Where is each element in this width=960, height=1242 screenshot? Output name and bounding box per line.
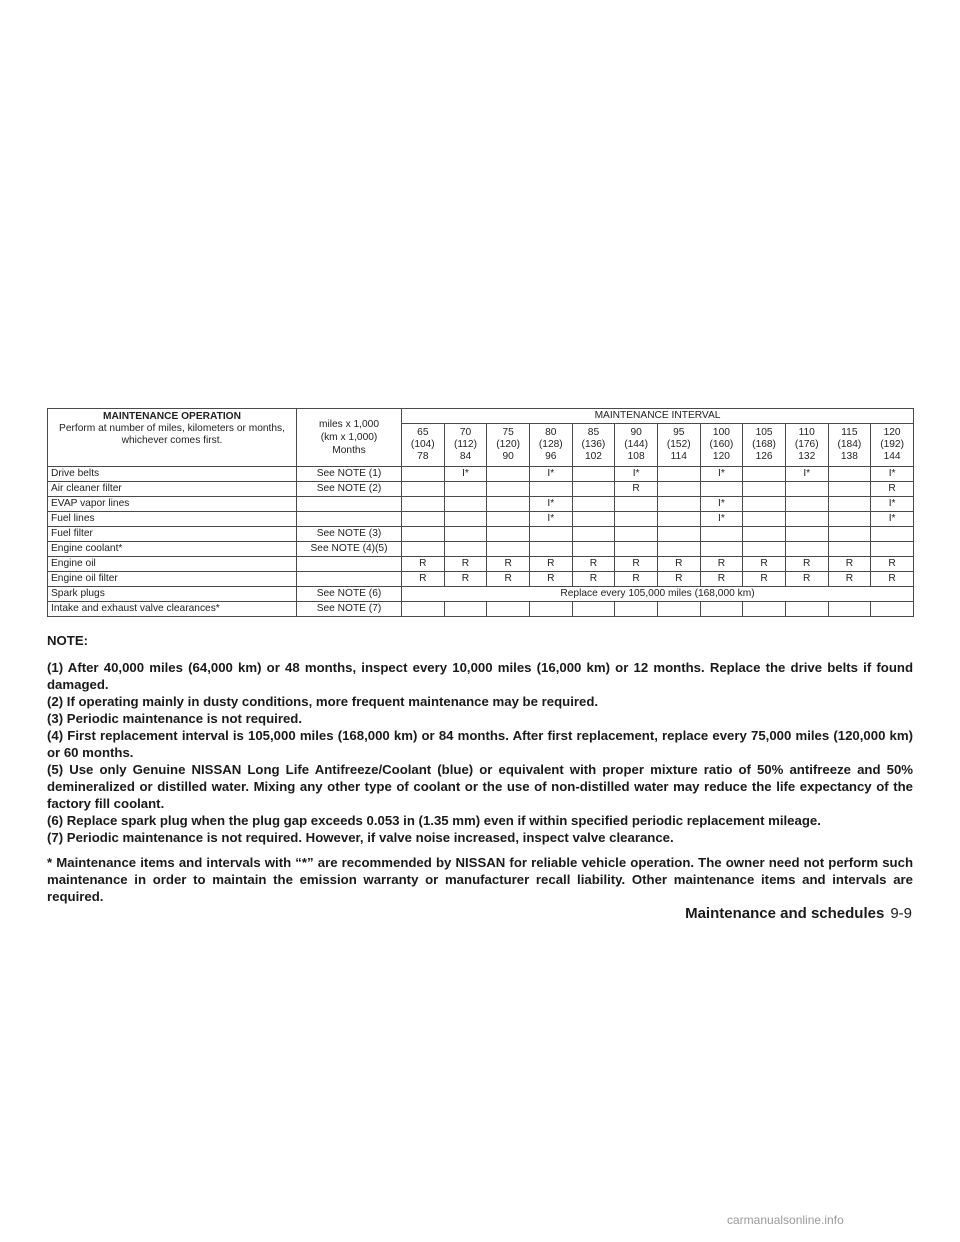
interval-value-cell: I* bbox=[529, 497, 572, 512]
interval-value-cell bbox=[785, 527, 828, 542]
interval-value-cell bbox=[572, 512, 615, 527]
interval-value-cell: R bbox=[572, 572, 615, 587]
interval-km: (144) bbox=[624, 439, 648, 450]
unit-months: Months bbox=[332, 445, 366, 456]
interval-km: (184) bbox=[837, 439, 862, 450]
interval-value-cell bbox=[657, 602, 700, 617]
interval-value-cell: I* bbox=[700, 512, 743, 527]
interval-value-cell: R bbox=[828, 557, 871, 572]
interval-value-cell bbox=[785, 602, 828, 617]
watermark-text: carmanualsonline.info bbox=[727, 1213, 844, 1227]
note-reference bbox=[297, 557, 402, 572]
note-reference bbox=[297, 512, 402, 527]
operation-header bbox=[48, 409, 297, 467]
interval-value-cell bbox=[487, 497, 530, 512]
notes-heading: NOTE: bbox=[47, 633, 89, 648]
interval-miles: 115 bbox=[841, 427, 858, 438]
interval-value-cell bbox=[743, 602, 786, 617]
interval-cell bbox=[700, 424, 743, 467]
interval-value-cell: R bbox=[785, 572, 828, 587]
interval-value-cell: I* bbox=[615, 467, 658, 482]
interval-value-cell bbox=[657, 527, 700, 542]
interval-months: 96 bbox=[545, 451, 557, 462]
interval-value-cell: R bbox=[402, 557, 445, 572]
interval-value-cell bbox=[785, 497, 828, 512]
maintenance-item: Engine coolant* bbox=[48, 542, 297, 557]
interval-value-cell: I* bbox=[700, 497, 743, 512]
interval-value-cell bbox=[743, 542, 786, 557]
interval-value-cell bbox=[529, 527, 572, 542]
interval-value-cell bbox=[444, 542, 487, 557]
interval-value-cell bbox=[700, 542, 743, 557]
interval-value-cell: R bbox=[828, 572, 871, 587]
note-reference: See NOTE (4)(5) bbox=[297, 542, 402, 557]
interval-cell bbox=[743, 424, 786, 467]
interval-value-cell: R bbox=[529, 572, 572, 587]
interval-miles: 70 bbox=[459, 427, 472, 438]
interval-value-cell bbox=[444, 482, 487, 497]
interval-value-cell bbox=[615, 527, 658, 542]
interval-value-cell bbox=[785, 482, 828, 497]
interval-value-cell: R bbox=[743, 557, 786, 572]
interval-miles: 100 bbox=[712, 427, 730, 438]
interval-value-cell bbox=[657, 512, 700, 527]
note-4: (4) First replacement interval is 105,000 miles (168,000 km) or 84 months. After first replacement, replace every 75,000 miles (120,000 km) or 60 months. bbox=[47, 728, 913, 760]
interval-value-cell: R bbox=[700, 572, 743, 587]
interval-cell bbox=[444, 424, 487, 467]
interval-miles: 120 bbox=[883, 427, 901, 438]
interval-value-cell bbox=[572, 527, 615, 542]
interval-value-cell: I* bbox=[529, 467, 572, 482]
interval-value-cell bbox=[402, 542, 445, 557]
interval-value-cell: I* bbox=[444, 467, 487, 482]
note-5: (5) Use only Genuine NISSAN Long Life Antifreeze/Coolant (blue) or equivalent with proper mixture ratio of 50% antifreeze and 50% demineralized or distilled water. Mixing any other type of coolant or the use of non-distilled water may reduce the life expectancy of the factory fill coolant. bbox=[47, 762, 913, 811]
table-row bbox=[48, 542, 914, 557]
note-reference bbox=[297, 572, 402, 587]
note-reference: See NOTE (6) bbox=[297, 587, 402, 602]
interval-miles: 65 bbox=[417, 427, 429, 438]
interval-value-cell bbox=[828, 542, 871, 557]
interval-cell bbox=[785, 424, 828, 467]
maintenance-schedule-table-wrap bbox=[47, 408, 913, 617]
note-reference: See NOTE (1) bbox=[297, 467, 402, 482]
notes-section bbox=[47, 632, 913, 905]
interval-value-cell bbox=[657, 482, 700, 497]
interval-value-cell bbox=[444, 497, 487, 512]
interval-value-cell: R bbox=[487, 572, 530, 587]
interval-value-cell: R bbox=[615, 572, 658, 587]
interval-value-cell bbox=[700, 602, 743, 617]
maintenance-item: Intake and exhaust valve clearances* bbox=[48, 602, 297, 617]
maintenance-item: Drive belts bbox=[48, 467, 297, 482]
interval-value-cell bbox=[615, 602, 658, 617]
unit-miles: miles x 1,000 bbox=[318, 419, 380, 430]
interval-value-cell bbox=[657, 497, 700, 512]
interval-value-cell bbox=[444, 512, 487, 527]
interval-value-cell bbox=[615, 512, 658, 527]
interval-value-cell bbox=[828, 512, 871, 527]
interval-cell bbox=[657, 424, 700, 467]
operation-title: MAINTENANCE OPERATION bbox=[103, 411, 241, 422]
interval-months: 108 bbox=[627, 451, 645, 462]
interval-value-cell bbox=[487, 527, 530, 542]
page-footer bbox=[685, 905, 912, 922]
maintenance-item: Spark plugs bbox=[48, 587, 297, 602]
interval-value-cell: I* bbox=[700, 467, 743, 482]
interval-value-cell bbox=[572, 497, 615, 512]
interval-months: 114 bbox=[670, 451, 687, 462]
interval-value-cell: R bbox=[615, 482, 658, 497]
interval-value-cell: R bbox=[871, 557, 914, 572]
interval-value-cell: R bbox=[700, 557, 743, 572]
interval-value-cell: R bbox=[743, 572, 786, 587]
interval-value-cell bbox=[828, 482, 871, 497]
table-row bbox=[48, 572, 914, 587]
interval-value-cell bbox=[402, 602, 445, 617]
interval-value-cell: R bbox=[657, 557, 700, 572]
interval-months: 78 bbox=[417, 451, 429, 462]
interval-value-cell bbox=[828, 527, 871, 542]
interval-value-cell bbox=[529, 542, 572, 557]
asterisk-footnote: * Maintenance items and intervals with “*” are recommended by NISSAN for reliable vehicle operation. The owner need not perform such maintenance in order to maintain the emission warranty or manufacturer recall liability. Other maintenance items and intervals are required. bbox=[47, 855, 913, 904]
interval-value-cell: R bbox=[871, 482, 914, 497]
interval-km: (176) bbox=[794, 439, 819, 450]
interval-value-cell: R bbox=[444, 557, 487, 572]
interval-value-cell bbox=[615, 542, 658, 557]
interval-value-cell bbox=[700, 482, 743, 497]
note-3: (3) Periodic maintenance is not required. bbox=[47, 711, 303, 726]
maintenance-item: EVAP vapor lines bbox=[48, 497, 297, 512]
interval-value-cell bbox=[657, 467, 700, 482]
interval-value-cell: R bbox=[487, 557, 530, 572]
interval-value-cell bbox=[657, 542, 700, 557]
interval-value-cell bbox=[785, 542, 828, 557]
interval-value-cell: I* bbox=[785, 467, 828, 482]
interval-value-cell bbox=[572, 482, 615, 497]
table-row bbox=[48, 602, 914, 617]
interval-km: (192) bbox=[880, 439, 904, 450]
interval-value-cell bbox=[572, 467, 615, 482]
note-2: (2) If operating mainly in dusty conditions, more frequent maintenance may be required. bbox=[47, 694, 599, 709]
table-row bbox=[48, 482, 914, 497]
interval-value-cell bbox=[828, 602, 871, 617]
note-reference: See NOTE (7) bbox=[297, 602, 402, 617]
maintenance-item: Engine oil bbox=[48, 557, 297, 572]
interval-cell bbox=[572, 424, 615, 467]
interval-value-cell bbox=[743, 497, 786, 512]
footer-section-title: Maintenance and schedules bbox=[685, 905, 885, 922]
interval-months: 84 bbox=[459, 451, 472, 462]
note-1: (1) After 40,000 miles (64,000 km) or 48 months, inspect every 10,000 miles (16,000 km) or 12 months. Replace the drive belts if found damaged. bbox=[47, 660, 913, 692]
maintenance-interval-header: MAINTENANCE INTERVAL bbox=[402, 409, 914, 424]
interval-miles: 95 bbox=[673, 427, 685, 438]
interval-value-cell bbox=[487, 512, 530, 527]
interval-miles: 75 bbox=[502, 427, 514, 438]
interval-cell bbox=[615, 424, 658, 467]
maintenance-item: Fuel lines bbox=[48, 512, 297, 527]
interval-miles: 110 bbox=[798, 427, 815, 438]
interval-value-cell bbox=[402, 497, 445, 512]
interval-value-cell bbox=[572, 602, 615, 617]
replacement-interval-text: Replace every 105,000 miles (168,000 km) bbox=[402, 587, 914, 602]
interval-km: (152) bbox=[666, 439, 691, 450]
interval-value-cell: R bbox=[785, 557, 828, 572]
interval-value-cell bbox=[828, 497, 871, 512]
interval-km: (104) bbox=[410, 439, 435, 450]
interval-value-cell: R bbox=[529, 557, 572, 572]
table-row bbox=[48, 512, 914, 527]
maintenance-item: Engine oil filter bbox=[48, 572, 297, 587]
interval-value-cell: R bbox=[871, 572, 914, 587]
table-row bbox=[48, 557, 914, 572]
interval-km: (160) bbox=[709, 439, 734, 450]
table-row bbox=[48, 587, 914, 602]
unit-header bbox=[297, 409, 402, 467]
interval-value-cell bbox=[743, 512, 786, 527]
interval-value-cell: R bbox=[615, 557, 658, 572]
interval-value-cell: R bbox=[444, 572, 487, 587]
interval-value-cell bbox=[487, 602, 530, 617]
interval-value-cell bbox=[871, 527, 914, 542]
interval-km: (136) bbox=[581, 439, 606, 450]
interval-value-cell bbox=[572, 542, 615, 557]
footer-page-number: 9-9 bbox=[890, 905, 912, 922]
interval-months: 138 bbox=[840, 451, 858, 462]
interval-km: (120) bbox=[496, 439, 521, 450]
interval-value-cell bbox=[743, 482, 786, 497]
interval-cell bbox=[828, 424, 871, 467]
interval-value-cell: I* bbox=[871, 467, 914, 482]
interval-value-cell bbox=[487, 542, 530, 557]
interval-value-cell bbox=[402, 527, 445, 542]
interval-months: 132 bbox=[798, 451, 816, 462]
interval-miles: 80 bbox=[545, 427, 557, 438]
interval-cell bbox=[402, 424, 445, 467]
interval-value-cell: R bbox=[657, 572, 700, 587]
interval-months: 102 bbox=[584, 451, 602, 462]
interval-cell bbox=[871, 424, 914, 467]
interval-months: 144 bbox=[883, 451, 901, 462]
interval-value-cell bbox=[871, 602, 914, 617]
table-header bbox=[48, 409, 914, 467]
interval-miles: 90 bbox=[630, 427, 642, 438]
operation-subtitle: Perform at number of miles, kilometers or months, whichever comes first. bbox=[59, 423, 285, 446]
note-reference: See NOTE (2) bbox=[297, 482, 402, 497]
interval-value-cell bbox=[487, 482, 530, 497]
interval-months: 126 bbox=[755, 451, 773, 462]
interval-value-cell bbox=[529, 482, 572, 497]
interval-months: 90 bbox=[502, 451, 514, 462]
interval-km: (128) bbox=[538, 439, 563, 450]
interval-value-cell bbox=[700, 527, 743, 542]
interval-value-cell bbox=[785, 512, 828, 527]
interval-value-cell bbox=[402, 467, 445, 482]
interval-value-cell bbox=[487, 467, 530, 482]
interval-value-cell bbox=[828, 467, 871, 482]
interval-value-cell: I* bbox=[871, 497, 914, 512]
interval-months: 120 bbox=[712, 451, 730, 462]
interval-cell bbox=[529, 424, 572, 467]
interval-value-cell bbox=[743, 527, 786, 542]
table-row bbox=[48, 467, 914, 482]
note-reference: See NOTE (3) bbox=[297, 527, 402, 542]
interval-value-cell bbox=[615, 497, 658, 512]
table-row bbox=[48, 497, 914, 512]
interval-cell bbox=[487, 424, 530, 467]
note-7: (7) Periodic maintenance is not required. However, if valve noise increased, inspect valve clearance. bbox=[47, 830, 674, 845]
maintenance-item: Fuel filter bbox=[48, 527, 297, 542]
table-row bbox=[48, 527, 914, 542]
interval-value-cell: R bbox=[402, 572, 445, 587]
interval-value-cell bbox=[529, 602, 572, 617]
interval-km: (168) bbox=[752, 439, 776, 450]
maintenance-item: Air cleaner filter bbox=[48, 482, 297, 497]
interval-value-cell bbox=[871, 542, 914, 557]
interval-value-cell: I* bbox=[871, 512, 914, 527]
interval-value-cell bbox=[402, 512, 445, 527]
maintenance-schedule-table bbox=[47, 408, 914, 617]
table-body bbox=[48, 467, 914, 617]
note-reference bbox=[297, 497, 402, 512]
interval-miles: 85 bbox=[587, 427, 600, 438]
unit-km: (km x 1,000) bbox=[320, 432, 378, 443]
interval-value-cell bbox=[444, 602, 487, 617]
interval-value-cell bbox=[402, 482, 445, 497]
interval-km: (112) bbox=[453, 439, 477, 450]
interval-value-cell bbox=[444, 527, 487, 542]
interval-value-cell: I* bbox=[529, 512, 572, 527]
note-6: (6) Replace spark plug when the plug gap exceeds 0.053 in (1.35 mm) even if within specified periodic replacement mileage. bbox=[47, 813, 821, 828]
interval-value-cell bbox=[743, 467, 786, 482]
interval-value-cell: R bbox=[572, 557, 615, 572]
interval-miles: 105 bbox=[755, 427, 773, 438]
